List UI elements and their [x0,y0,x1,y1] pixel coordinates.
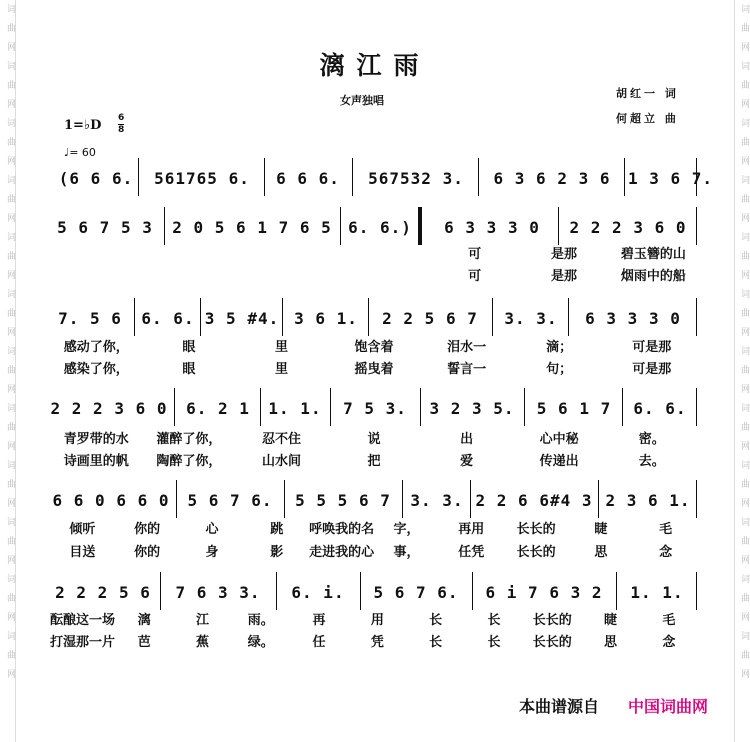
lyric-word: 用 [370,613,384,628]
measure: 2 2 2 3 6 0 [569,217,687,237]
lyric-word: 是那 [550,247,577,262]
lyric-word: 眼 [182,340,196,355]
lyric-word: 目送 [69,545,96,560]
lyric-word: 倾听 [69,522,96,537]
watermark-char: 曲 [739,23,749,34]
watermark-char: 曲 [739,422,749,433]
watermark-char: 网 [739,498,749,509]
composer-credit: 何超立 曲 [616,112,679,125]
watermark-char: 曲 [5,365,15,376]
watermark-char: 曲 [5,593,15,604]
watermark-char: 曲 [739,365,749,376]
watermark-char: 网 [739,42,749,53]
measure: 567532 3. [368,168,464,188]
measure: 1. 1. [630,582,684,602]
watermark-char: 曲 [739,536,749,547]
score-row-5 [50,480,698,520]
watermark-char: 词 [739,232,749,243]
watermark-char: 网 [739,384,749,395]
lyric-line [50,609,698,628]
watermark-char: 词 [739,574,749,585]
watermark-char: 词 [739,4,749,15]
watermark-char: 网 [739,270,749,281]
measure: 7 6 3 3. [175,582,261,602]
watermark-char: 词 [5,118,15,129]
watermark-char: 词 [739,118,749,129]
lyric-word: 长长的 [532,613,572,628]
measure: 3. 3. [410,490,464,510]
meter-bottom: 8 [118,125,125,135]
lyric-word: 誓言一 [447,362,487,377]
lyric-word: 烟雨中的船 [620,269,686,284]
watermark-char: 网 [739,612,749,623]
measure: 2 2 2 3 6 0 [50,398,168,418]
score-row-1 [50,158,714,198]
measure: 6 i 7 6 3 2 [485,582,603,602]
watermark-char: 网 [739,213,749,224]
measure: 2 0 5 6 1 7 6 5 [172,217,332,237]
lyric-word: 绿。 [247,635,274,650]
watermark-char: 曲 [5,650,15,661]
lyric-word: 事， [393,545,420,560]
measure: 3. 3. [504,308,558,328]
measure: 6. 6. [633,398,687,418]
lyric-line [50,358,698,377]
watermark-char: 词 [5,4,15,15]
lyric-word: 句； [546,362,573,377]
lyric-word: 心 [205,522,219,537]
watermark-char: 曲 [5,194,15,205]
watermark-char: 曲 [5,137,15,148]
watermark-char: 网 [5,156,15,167]
lyric-word: 毛 [662,613,676,628]
lyric-word: 字， [393,522,420,537]
right-watermark-strip [734,0,749,742]
measure: 7 5 3. [343,398,407,418]
lyric-word: 长长的 [516,545,556,560]
song-title: 漓江雨 [319,51,431,80]
lyric-word: 长长的 [532,635,572,650]
lyric-word: 睫 [604,613,618,628]
performance-type: 女声独唱 [340,94,384,107]
watermark-char: 网 [739,156,749,167]
watermark-char: 曲 [5,422,15,433]
watermark-char: 网 [5,441,15,452]
lyric-word: 泪水一 [447,340,487,355]
lyric-word: 念 [659,545,673,560]
watermark-char: 词 [739,403,749,414]
measure: 3 6 1. [294,308,358,328]
lyric-word: 是那 [550,269,577,284]
watermark-char: 曲 [5,536,15,547]
lyric-word: 滴； [546,340,573,355]
lyric-word: 碧玉簪的山 [620,247,686,262]
watermark-char: 曲 [739,80,749,91]
lyric-word: 爱 [460,454,474,469]
lyric-word: 感动了你， [63,340,129,355]
lyric-word: 打湿那一片 [50,635,116,650]
watermark-char: 网 [5,612,15,623]
watermark-char: 网 [5,270,15,281]
lyric-word: 任 [312,635,326,650]
measure: 2 2 5 6 7 [382,308,478,328]
watermark-char: 网 [5,384,15,395]
watermark-char: 网 [5,213,15,224]
measure: 6 3 6 2 3 6 [493,168,611,188]
watermark-char: 词 [5,232,15,243]
watermark-char: 曲 [5,23,15,34]
measure: 6 3 3 3 0 [585,308,681,328]
watermark-char: 网 [739,441,749,452]
lyric-word: 酝酿这一场 [50,613,116,628]
lyric-word: 毛 [659,522,673,537]
tempo-marking: ♩= 60 [64,146,96,159]
measure: 2 3 6 1. [605,490,691,510]
lyric-word: 忍不住 [261,432,301,447]
lyric-word: 灌醉了你， [156,432,222,447]
watermark-char: 网 [5,327,15,338]
measure: 5 6 1 7 [536,398,612,418]
lyric-word: 芭 [137,635,151,650]
watermark-char: 曲 [5,308,15,319]
watermark-char: 词 [5,289,15,300]
lyric-line [50,428,698,447]
score-row-4 [50,388,698,428]
watermark-char: 网 [5,669,15,680]
watermark-char: 曲 [5,479,15,490]
lyric-word: 心中秘 [539,432,579,447]
lyric-word: 眼 [182,362,196,377]
lyric-word: 影 [270,545,284,560]
lyric-word: 长 [429,613,443,628]
lyric-line [50,450,698,469]
site-link[interactable]: 中国词曲网 [628,697,709,716]
lyric-word: 里 [274,362,288,377]
lyric-line [50,541,698,560]
lyric-word: 出 [460,432,474,447]
lyric-line [50,336,698,355]
lyric-word: 长长的 [516,522,556,537]
measure: 5 6 7 6. [187,490,273,510]
watermark-char: 网 [5,99,15,110]
watermark-char: 网 [5,555,15,566]
lyricist-credit: 胡红一 词 [616,87,679,100]
time-signature [118,113,124,136]
lyric-line [430,243,698,262]
measure: 3 2 3 5. [429,398,515,418]
watermark-char: 词 [5,403,15,414]
watermark-char: 词 [739,517,749,528]
watermark-char: 曲 [739,308,749,319]
lyric-word: 念 [662,635,676,650]
lyric-word: 思 [604,635,618,650]
key-signature: 1=♭D [64,118,102,133]
lyric-word: 摇曳着 [354,362,394,377]
lyric-word: 睫 [594,522,608,537]
measure: 3 5 #4. [204,308,280,328]
measure: 1 3 6 7. [628,168,714,188]
measure: 6. 2 1 [186,398,250,418]
watermark-char: 词 [739,175,749,186]
lyric-word: 去。 [638,454,665,469]
watermark-char: 曲 [739,137,749,148]
score-row-2 [50,207,698,247]
watermark-char: 词 [739,631,749,642]
lyric-word: 山水间 [261,454,301,469]
source-label: 本曲谱源自 [519,697,600,716]
lyric-word: 说 [367,432,381,447]
lyric-word: 思 [594,545,608,560]
lyric-word: 可 [468,269,482,284]
measure: 1. 1. [268,398,322,418]
watermark-char: 曲 [739,479,749,490]
watermark-char: 网 [739,555,749,566]
lyric-line [50,631,698,650]
lyric-word: 里 [274,340,288,355]
lyric-line [430,265,698,284]
lyric-word: 长 [487,635,501,650]
measure: 5 6 7 6. [373,582,459,602]
measure: 6. 6.) [348,217,412,237]
watermark-char: 词 [739,460,749,471]
watermark-char: 网 [739,99,749,110]
watermark-char: 曲 [739,251,749,262]
watermark-char: 曲 [5,80,15,91]
score-row-6 [50,572,698,612]
watermark-char: 词 [5,517,15,528]
lyric-word: 长 [429,635,443,650]
left-watermark-strip [1,0,16,742]
measure: 5 6 7 5 3 [57,217,153,237]
lyric-word: 陶醉了你， [156,454,222,469]
lyric-word: 传递出 [539,454,579,469]
measure: 7. 5 6 [58,308,122,328]
meter-top: 6 [118,113,125,123]
score-row-3 [50,298,698,338]
lyric-word: 可是那 [632,362,672,377]
measure: 2 2 2 5 6 [55,582,151,602]
lyric-word: 饱含着 [354,340,394,355]
lyric-word: 江 [195,613,209,628]
measure: 6 6 6. [276,168,340,188]
lyric-word: 你的 [134,545,161,560]
watermark-char: 词 [739,61,749,72]
lyric-word: 身 [205,545,219,560]
watermark-char: 词 [5,631,15,642]
watermark-char: 网 [5,42,15,53]
watermark-char: 网 [739,327,749,338]
measure: 5 5 5 6 7 [295,490,391,510]
repeat-sign [418,207,430,245]
measure: 6 6 0 6 6 0 [52,490,170,510]
lyric-word: 你的 [134,522,161,537]
lyric-word: 感染了你， [63,362,129,377]
lyric-word: 雨。 [247,613,274,628]
lyric-word: 把 [367,454,381,469]
lyric-word: 跳 [270,522,284,537]
watermark-char: 词 [739,289,749,300]
lyric-word: 呼唤我的名 [309,522,375,537]
watermark-char: 网 [739,669,749,680]
lyric-word: 漓 [137,613,151,628]
measure: 2 2 6 6#4 3 [475,490,593,510]
watermark-char: 词 [5,175,15,186]
watermark-char: 词 [739,346,749,357]
lyric-word: 密。 [638,432,665,447]
measure: 6. i. [291,582,345,602]
lyric-word: 蕉 [195,635,209,650]
watermark-char: 词 [5,460,15,471]
measure: 6 3 3 3 0 [444,217,540,237]
watermark-char: 词 [5,61,15,72]
watermark-char: 词 [5,574,15,585]
measure: 561765 6. [154,168,250,188]
lyric-word: 再用 [458,522,485,537]
lyric-word: 诗画里的帆 [63,454,129,469]
measure: (6 6 6. [58,168,134,188]
watermark-char: 曲 [739,593,749,604]
lyric-word: 长 [487,613,501,628]
lyric-word: 任凭 [458,545,485,560]
lyric-word: 青罗带的水 [63,432,129,447]
measure: 6. 6. [141,308,195,328]
watermark-char: 曲 [739,194,749,205]
watermark-char: 曲 [5,251,15,262]
lyric-word: 走进我的心 [309,545,375,560]
lyric-word: 可 [468,247,482,262]
lyric-word: 可是那 [632,340,672,355]
watermark-char: 网 [5,498,15,509]
watermark-char: 曲 [739,650,749,661]
lyric-word: 再 [312,613,326,628]
watermark-char: 词 [5,346,15,357]
lyric-word: 凭 [370,635,384,650]
lyric-line [50,518,698,537]
